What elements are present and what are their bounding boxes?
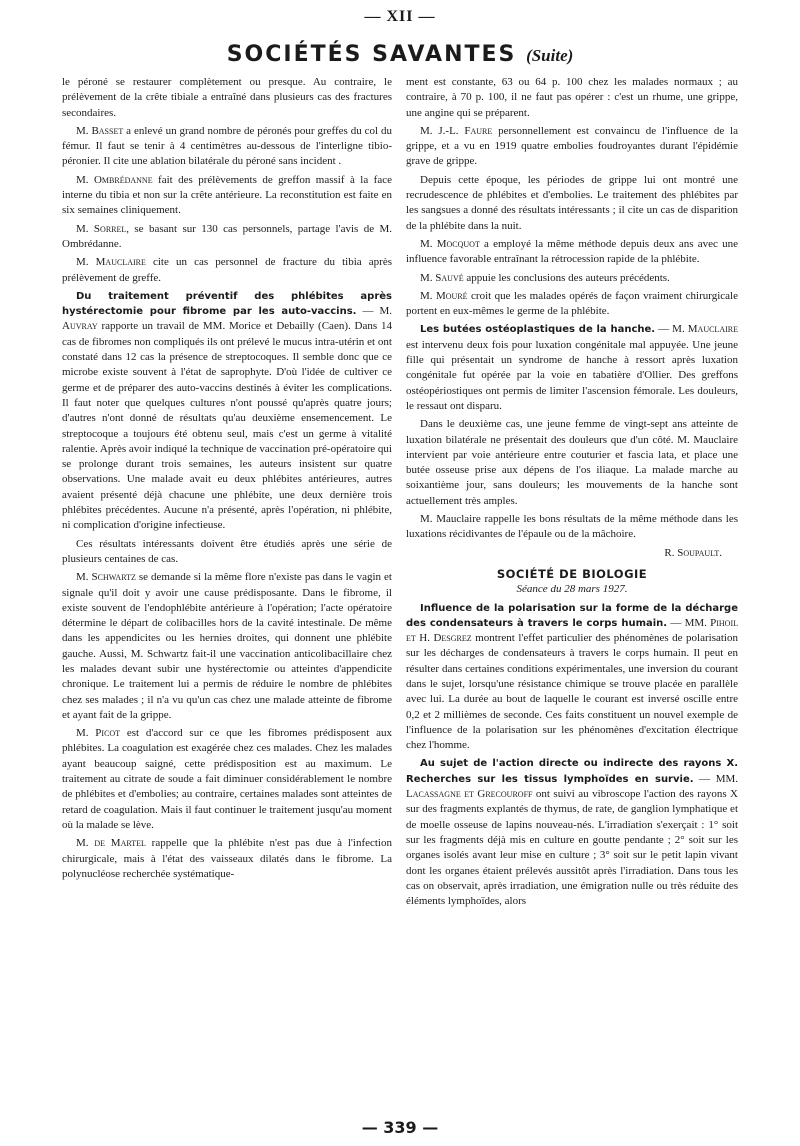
paragraph xyxy=(406,271,738,286)
section-title: SOCIÉTÉ DE BIOLOGIE xyxy=(496,566,648,581)
paragraph xyxy=(406,756,738,909)
paragraph-text: montrent l'effet particulier des phénomènes de polarisation sur les décharges de condensateurs à travers le corps humain. Il peut en résulter dans certaines conditions expérimentales, une inversion du courant dans le sujet, lorsqu'une résistance chimique se trouve placée en parallèle avec lui. La durée au bout de laquelle le courant est inversé oscille entre 0,2 et 2 millièmes de seconde. Ces faits constituent un nouvel exemple de l'influence de la polarisation sur les phénomènes d'excitation électrique chez l'homme. xyxy=(406,632,738,752)
paragraph-text: rappelle que la phlébite n'est pas due à l'infection chirurgicale, mais à l'état des vaisseaux dilatés dans le fibrome. La polynucléose recherchée systématique- xyxy=(62,837,392,880)
right-column xyxy=(406,75,738,912)
author-name: M. Ombrédanne xyxy=(76,173,153,186)
section-subtitle: Séance du 28 mars 1927. xyxy=(516,583,628,596)
article-title: Les butées ostéoplastiques de la hanche. xyxy=(420,324,656,336)
title-suffix: (Suite) xyxy=(526,46,574,65)
author-name: M. Sorrel xyxy=(76,222,127,235)
article-title: Influence de la polarisation sur la forme de la décharge des condensateurs à travers le corps humain. xyxy=(406,602,738,629)
paragraph xyxy=(62,173,392,219)
paragraph-text: personnellement est convaincu de l'influence de la grippe, et a vu en 1919 quatre embolies foudroyantes durant l'épidémie grave de grippe. xyxy=(406,124,738,168)
paragraph-text: croit que les malades opérés de façon vraiment chirurgicale portent en eux-mêmes le germe de la phlébite. xyxy=(406,289,738,318)
paragraph xyxy=(62,124,392,170)
author-name: M. Picot xyxy=(76,727,121,740)
paragraph xyxy=(62,289,392,534)
author-name: — MM. Lacassagne et Grecouroff xyxy=(406,772,739,801)
author-name: M. Basset xyxy=(76,124,124,137)
author-name: — M. Auvray xyxy=(62,305,392,333)
paragraph-text: cite un cas personnel de fracture du tibia après prélèvement de greffe. xyxy=(62,256,392,284)
signature: R. Soupault. xyxy=(664,546,722,559)
page-number: — 339 — xyxy=(361,1118,439,1137)
left-column xyxy=(62,75,392,885)
paragraph-text: rapporte un travail de MM. Morice et Debailly (Caen). Dans 14 cas de fibromes non compliqués ils ont prélevé le mucus intra-utérin et ont constaté dans 12 cas la présence de streptocoques. Il semble donc que ce microbe existe souvent à l'état de saprophyte. D'où l'idée de cultiver ce germe et de préparer des auto-vaccins destinés à éviter les complications. Il faut noter que quelques cultures n'ont poussé qu'après quatre jours; d'autres n'ont donné de résultats qu'au deuxième ensemencement. Le streptocoque a toujours été obtenu seul, mais c'est un germe à vitalité ralentie. Après avoir indiqué la technique de vaccination pré-opératoire qui se prolonge durant trois semaines, les auteurs insistent sur quatre observations. Une malade avait eu deux phlébites antérieures, autres avaient présenté déjà chacune une phlébite, une deux dernière trois phlébites précédentes. Aucune n'a présenté, après l'opération, ni phlébite, ni complication d'origine infectieuse. xyxy=(62,320,392,532)
paragraph-text: a employé la même méthode depuis deux ans avec une influence favorable entraînant la rétrocession rapide de la phlébite. xyxy=(406,237,738,266)
paragraph: M. Mauclaire rappelle les bons résultats de la même méthode dans les luxations récidivantes de l'épaule ou de la mâchoire. xyxy=(406,513,738,541)
paragraph-text: , se basant sur 130 cas personnels, partage l'avis de M. Ombrédanne. xyxy=(62,222,392,250)
author-name: — MM. Pihoil et H. Desgrez xyxy=(406,616,739,645)
author-name: M. de Martel xyxy=(76,837,146,850)
paragraph xyxy=(62,836,392,882)
paragraph: Ces résultats intéressants doivent être étudiés après une série de plusieurs centaines de cas. xyxy=(62,537,392,565)
paragraph: le péroné se restaurer complètement ou presque. Au contraire, le prélèvement de la crête tibiale a entraîné dans plusieurs cas des fractures secondaires. xyxy=(62,76,392,119)
paragraph-text: est intervenu deux fois pour luxation congénitale mal appuyée. Une jeune fille qui présentait un syndrome de hanche à ressort après luxation congénitale fut opérée par la voie en tabatière d'Ollier. Des greffons ostéopériostiques ont permis de limiter l'ascension fémorale. Les douleurs, le ressaut ont disparu. xyxy=(406,338,738,412)
paragraph-text: ont suivi au vibroscope l'action des rayons X sur des fragments explantés de thymus, de rate, de ganglion lymphatique et de moelle osseuse de lapins nouveau-nés. L'irradiation s'exerçait : 1° soit sur les fragments déjà mis en culture en goutte pendante ; 2° soit sur les organes isolés avant leur mise en culture ; 3° soit sur le petit lapin vivant dont les organes étaient prélevés aussitôt après l'irradiation. Dans tous les cas on observait, après irradiation, une émigration nulle ou très réduite des éléments lymphoïdes, alors xyxy=(406,788,738,908)
author-name: M. Schwartz xyxy=(76,571,136,584)
paragraph xyxy=(62,255,392,286)
page-title xyxy=(0,42,800,67)
paragraph-text: appuie les conclusions des auteurs précédents. xyxy=(463,271,670,284)
paragraph: ment est constante, 63 ou 64 p. 100 chez les malades normaux ; au contraire, à 70 p. 100, il ne faut pas opérer : c'est un rhume, une grippe, une angine qui se préparent. xyxy=(406,76,738,119)
title-text: SOCIÉTÉS SAVANTES xyxy=(226,42,517,67)
paragraph xyxy=(406,601,738,754)
author-name: M. Mouré xyxy=(420,289,468,302)
article-title: Au sujet de l'action directe ou indirecte des rayons X. Recherches sur les tissus lymphoïdes en survie. xyxy=(406,758,738,785)
paragraph xyxy=(62,570,392,723)
paragraph xyxy=(62,222,392,253)
paragraph xyxy=(406,289,738,320)
paragraph-text: est d'accord sur ce que les fibromes prédisposent aux phlébites. La coagulation est exagérée chez ces malades. Chez les malades ayant beaucoup saigné, cette prédisposition est au maximum. Le traitement au citrate de soude a fait diminuer considérablement le nombre de phlébites et d'embolies; au contraire, certaines malades sont atteintes de retard de coagulation. Mais il faut continuer le traitement jusqu'au moment où la malade se lève. xyxy=(62,727,392,831)
paragraph-text: se demande si la même flore n'existe pas dans le vagin et signale qu'il doit y avoir une cause prédisposante. Dans le fibrome, il existe souvent de l'endophlébite antérieure à l'opération; l'acte opératoire détermine le départ de colibacilles hors de la cavité intestinale. De même dans les appendicites ou les hernies droites, qui donnent une phlébite gauche. Aussi, M. Schwartz fait-il une vaccination anticolibacillaire chez les malades devant subir une hystérectomie ou atteintes d'appendicite chronique. Le traitement lui a permis de réduire le nombre de phlébites chez ses malades ; il n'a vu qu'un cas chez une malade atteinte de fibrome et ayant fait de la grippe. xyxy=(62,571,392,721)
author-name: M. Mocquot xyxy=(420,237,480,250)
paragraph xyxy=(62,726,392,833)
author-name: M. Sauvé xyxy=(420,271,464,284)
paragraph-text: fait des prélèvements de greffon massif à la face interne du tibia et non sur la crête antérieure. La reconstitution est faite en six semaines cliniquement. xyxy=(62,173,392,217)
author-name: M. Mauclaire xyxy=(76,256,146,269)
paragraph xyxy=(406,322,738,414)
paragraph xyxy=(406,237,738,268)
paragraph-text: a enlevé un grand nombre de péronés pour greffes du col du fémur. Il faut se tenir à 4 centimètres au-dessous de l'interligne tibio-péronier. Il cite une ablation bilatérale du péroné sans incident . xyxy=(62,124,392,168)
paragraph: Depuis cette époque, les périodes de grippe lui ont montré une recrudescence de phlébites et d'embolies. Le traitement des phlébites par les sangsues a donné des résultats intéressants ; il cite un cas de disparition de la phlébite dans la nuit. xyxy=(406,173,738,232)
paragraph: Dans le deuxième cas, une jeune femme de vingt-sept ans atteinte de luxation bilatérale ne présentait des douleurs que d'un côté. M. Mauclaire intervient par voie antérieure entre couturier et fascia lata, et place une butée osseuse prise aux dépens de l'os iliaque. La malade marche au soixantième jour, sans douleurs; les mouvements de la hanche sont actuellement très amples. xyxy=(406,418,738,507)
author-name: — M. Mauclaire xyxy=(655,323,738,336)
paragraph xyxy=(406,124,738,170)
article-title: Du traitement préventif des phlébites après hystérectomie pour fibrome par les auto-vaccins. xyxy=(62,290,392,318)
page-roman-number: — XII — xyxy=(364,8,436,25)
author-name: M. J.-L. Faure xyxy=(420,124,493,137)
